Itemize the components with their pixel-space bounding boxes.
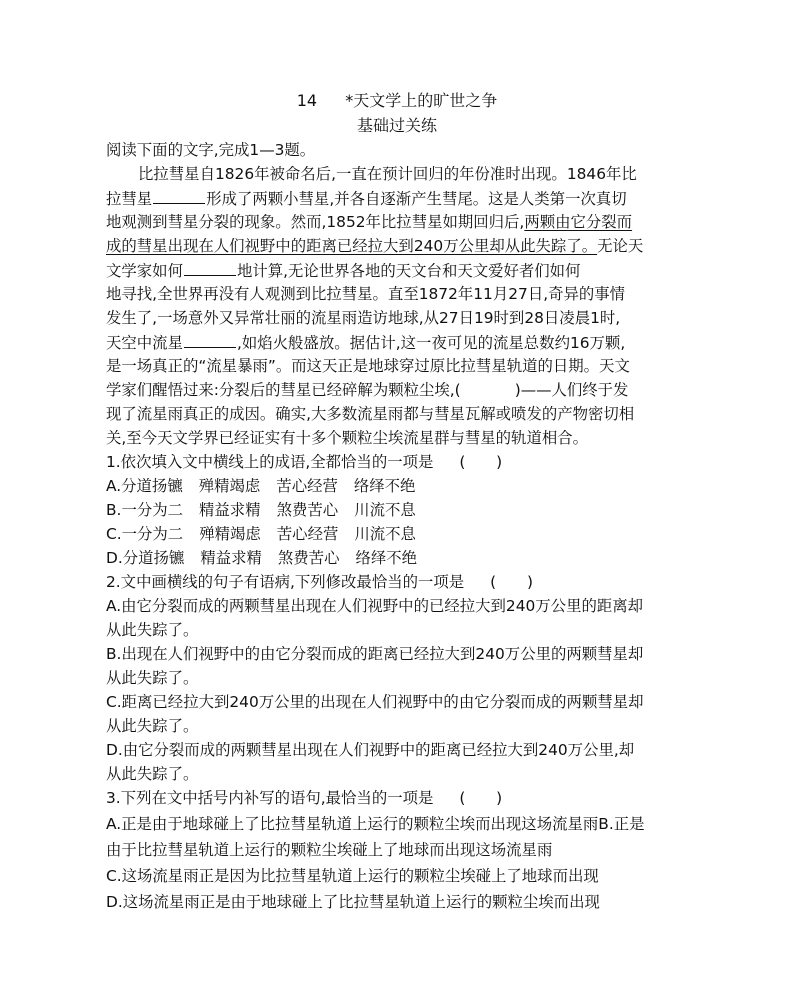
passage-text: 拉彗星 [106, 190, 153, 208]
underlined-sentence-part: 两颗由它分裂而 [524, 213, 633, 231]
passage-text: 形成了两颗小彗星,并各自逐渐产生彗尾。这是人类第一次真切 [206, 190, 627, 208]
passage-line: 地寻找,全世界再没有人观测到比拉彗星。直至1872年11月27日,奇异的事情 [106, 285, 626, 303]
q3-option-d: D.这场流星雨正是由于地球碰上了比拉彗星轨道上运行的颗粒尘埃而出现 [106, 893, 600, 911]
passage-line [106, 330, 696, 355]
passage-line [106, 186, 696, 211]
passage-text: 文学家如何 [106, 262, 183, 280]
question-3-stem [106, 786, 696, 810]
q1-option-d: D.分道扬镳 精益求精 煞费苦心 络绎不绝 [106, 549, 418, 567]
question-2-stem [106, 570, 696, 594]
fill-blank-2 [184, 258, 236, 276]
underlined-sentence-part: 成的彗星出现在人们视野中的距离已经拉大到240万公里却从此失踪了。 [106, 237, 598, 255]
section-subtitle: 基础过关练 [356, 116, 437, 135]
passage-line: 是一场真正的“流星暴雨”。而这天正是地球穿过原比拉彗星轨道的日期。天文 [106, 357, 630, 375]
passage-line [106, 234, 696, 258]
q1-option-b: B.一分为二 精益求精 煞费苦心 川流不息 [106, 501, 416, 519]
passage-text: 无论天 [597, 237, 644, 255]
passage-line [106, 258, 696, 283]
answer-paren: ( ) [459, 789, 503, 807]
answer-paren: ( ) [490, 573, 533, 591]
passage-text: 地观测到彗星分裂的现象。然而,1852年比拉彗星如期回归后, [106, 213, 525, 231]
q2-option-d: D.由它分裂而成的两颗彗星出现在人们视野中的距离已经拉大到240万公里,却 [106, 741, 635, 759]
lesson-number: 14 [296, 91, 318, 110]
q3-option-b-cont: 由于比拉彗星轨道上运行的颗粒尘埃碰上了地球而出现这场流星雨 [106, 841, 553, 859]
passage-line: 比拉彗星自1826年被命名后,一直在预计回归的年份准时出现。1846年比 [138, 165, 637, 183]
question-text: 2.文中画横线的句子有语病,下列修改最恰当的一项是 [106, 573, 465, 591]
q2-option-c: C.距离已经拉大到240万公里的出现在人们视野中的由它分裂而成的两颗彗星却 [106, 693, 644, 711]
q2-option-d-cont: 从此失踪了。 [106, 765, 199, 783]
q3-option-c: C.这场流星雨正是因为比拉彗星轨道上运行的颗粒尘埃碰上了地球而出现 [106, 867, 599, 885]
question-1-stem [106, 450, 696, 474]
q2-option-a-cont: 从此失踪了。 [106, 621, 199, 639]
answer-paren: ( ) [459, 453, 503, 471]
passage-line [106, 378, 696, 402]
question-text: 3.下列在文中括号内补写的语句,最恰当的一项是 [106, 789, 434, 807]
question-text: 1.依次填入文中横线上的成语,全都恰当的一项是 [106, 453, 434, 471]
passage-line: 发生了,一场意外又异常壮丽的流星雨造访地球,从27日19时到28日凌晨1时, [106, 309, 621, 327]
passage-text: 学家们醒悟过来:分裂后的彗星已经碎解为颗粒尘埃,( [106, 381, 461, 399]
q2-option-b-cont: 从此失踪了。 [106, 669, 199, 687]
q1-option-c: C.一分为二 殚精竭虑 苦心经营 川流不息 [106, 525, 416, 543]
passage-text: 地计算,无论世界各地的天文台和天文爱好者们如何 [236, 262, 581, 280]
fill-blank-1 [153, 186, 205, 204]
fill-blank-4 [184, 330, 236, 348]
lesson-title-text: *天文学上的旷世之争 [345, 91, 498, 110]
passage-line: 关,至今天文学界已经证实有十多个颗粒尘埃流星群与彗星的轨道相合。 [106, 429, 589, 447]
passage-line: 现了流星雨真正的成因。确实,大多数流星雨都与彗星瓦解或喷发的产物密切相 [106, 405, 635, 423]
passage-text: ,如焰火般盛放。据估计,这一夜可见的流星总数约16万颗, [236, 334, 626, 352]
reading-instruction: 阅读下面的文字,完成1—3题。 [106, 141, 316, 159]
passage-text: 天空中流星 [106, 334, 183, 352]
passage-line [106, 210, 696, 234]
q1-option-a: A.分道扬镳 殚精竭虑 苦心经营 络绎不绝 [106, 477, 416, 495]
lesson-title [0, 89, 794, 113]
q2-option-c-cont: 从此失踪了。 [106, 717, 199, 735]
passage-text: )——人们终于发 [514, 381, 629, 399]
q2-option-a: A.由它分裂而成的两颗彗星出现在人们视野中的已经拉大到240万公里的距离却 [106, 597, 644, 615]
q3-option-a-b: A.正是由于地球碰上了比拉彗星轨道上运行的颗粒尘埃而出现这场流星雨B.正是 [106, 815, 645, 833]
q2-option-b: B.出现在人们视野中的由它分裂而成的距离已经拉大到240万公里的两颗彗星却 [106, 645, 644, 663]
